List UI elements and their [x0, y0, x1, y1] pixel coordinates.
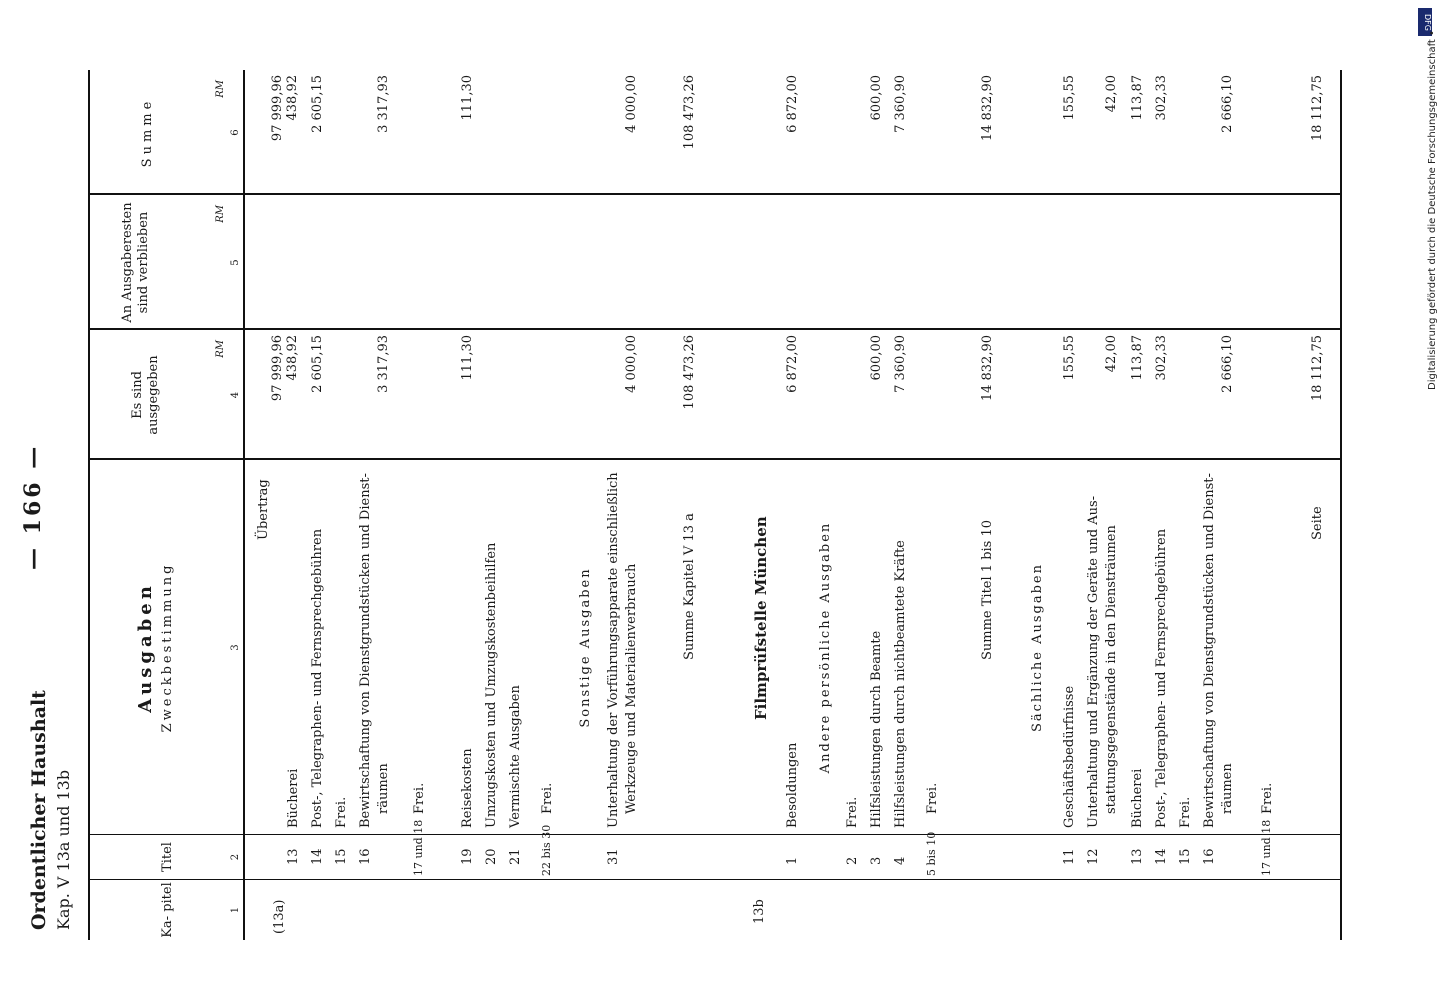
- row-text: Geschäftsbedürfnisse: [1062, 685, 1077, 828]
- header-col5: An Ausgaberesten sind verblieben: [120, 202, 151, 323]
- col-divider-5: [88, 193, 1340, 195]
- colno-6: 6: [230, 129, 241, 136]
- summe-1-10-label: Summe Titel 1 bis 10: [980, 519, 995, 660]
- row-titel: 14: [310, 848, 325, 865]
- col-divider-1: [88, 879, 1340, 880]
- summe-13a-c6: 108 473,26: [682, 75, 697, 150]
- unit-col6: RM: [215, 80, 226, 98]
- row-text: Bücherei: [286, 768, 301, 828]
- row-c6: 4 000,00: [624, 75, 639, 133]
- row-titel: 13: [286, 848, 301, 865]
- summe-13a-label: Summe Kapitel V 13 a: [682, 513, 697, 660]
- row-text: Frei.: [334, 796, 349, 828]
- row-titel: 17 und 18: [412, 819, 425, 876]
- colno-5: 5: [230, 259, 241, 266]
- summe-1-10-c6: 14 832,90: [980, 75, 995, 142]
- row-titel: 15: [1178, 848, 1193, 865]
- kap-13a: (13a): [272, 899, 287, 934]
- row-text: Frei.: [845, 796, 860, 828]
- row-text-cont: Werkzeuge und Materialienverbrauch: [624, 563, 639, 814]
- document-page: [0, 60, 1400, 960]
- row-text-cont: räumen: [376, 763, 391, 814]
- row-c4: 4 000,00: [624, 335, 639, 393]
- colno-3: 3: [230, 644, 241, 651]
- table-header-rule: [243, 70, 245, 940]
- col-divider-2: [88, 834, 1340, 835]
- row-titel: 31: [606, 848, 621, 865]
- row-titel: 17 und 18: [1260, 819, 1273, 876]
- row-titel: 16: [358, 848, 373, 865]
- row-titel: 15: [334, 848, 349, 865]
- row-c4: 2 666,10: [1220, 335, 1235, 393]
- row-text: Post-, Telegraphen- und Fernsprechgebühren: [310, 528, 325, 828]
- row-c6: 113,87: [1130, 75, 1145, 121]
- row-c6: 600,00: [869, 75, 884, 121]
- row-c6: 97 999,96 438,92: [270, 75, 300, 142]
- col-divider-3: [88, 458, 1340, 460]
- row-c4: 6 872,00: [785, 335, 800, 393]
- page-number: — 166 —: [20, 443, 46, 570]
- row-text: Hilfsleistungen durch nichtbeamtete Kräfte: [893, 540, 908, 828]
- col-divider-4: [88, 328, 1340, 330]
- row-text: Unterhaltung der Vorführungsapparate einschließlich: [606, 472, 621, 828]
- row-c4: 113,87: [1130, 335, 1145, 381]
- row-text: Frei.: [925, 782, 940, 814]
- row-text: Reisekosten: [460, 748, 475, 828]
- row-c4: 42,00: [1104, 335, 1119, 373]
- section-sonstige: Sonstige Ausgaben: [578, 567, 593, 728]
- row-c6: 2 666,10: [1220, 75, 1235, 133]
- row-titel: 11: [1062, 848, 1077, 865]
- colno-2: 2: [230, 853, 241, 861]
- header-col4: Es sind ausgegeben: [130, 355, 161, 435]
- row-text: Bücherei: [1130, 768, 1145, 828]
- summe-1-10-c4: 14 832,90: [980, 335, 995, 402]
- seite-c6: 18 112,75: [1310, 75, 1325, 142]
- document-title: Ordentlicher Haushalt: [28, 690, 50, 930]
- row-c4: 97 999,96 438,92: [270, 335, 300, 402]
- row-c4: 2 605,15: [310, 335, 325, 393]
- row-c6: 6 872,00: [785, 75, 800, 133]
- row-titel: 21: [508, 848, 523, 865]
- dfg-logo: DFG: [1418, 8, 1432, 36]
- section-muenchen: Filmprüfstelle München: [752, 516, 770, 720]
- digitization-watermark: [1415, 10, 1438, 390]
- header-kapitel: Ka- pitel: [160, 882, 175, 938]
- row-text: Unterhaltung und Ergänzung der Geräte und Aus-: [1086, 495, 1101, 828]
- row-titel: 13: [1130, 848, 1145, 865]
- row-c6: 3 317,93: [376, 75, 391, 133]
- seite-c4: 18 112,75: [1310, 335, 1325, 402]
- section-andere: Andere persönliche Ausgaben: [818, 521, 833, 774]
- row-titel: 3: [869, 856, 884, 865]
- seite-label: Seite: [1310, 506, 1325, 540]
- row-titel: 19: [460, 848, 475, 865]
- uebertrag-label: Übertrag: [256, 479, 271, 540]
- table-bottom-rule: [1340, 70, 1342, 940]
- row-c4: 7 360,90: [893, 335, 908, 393]
- row-titel: 14: [1154, 848, 1169, 865]
- row-text: Frei.: [412, 782, 427, 814]
- row-c6: 302,33: [1154, 75, 1169, 121]
- row-text: Frei.: [540, 782, 555, 814]
- summe-13a-c4: 108 473,26: [682, 335, 697, 410]
- row-c4: 111,30: [460, 335, 475, 381]
- row-text: Bewirtschaftung von Dienstgrundstücken und Dienst-: [358, 473, 373, 828]
- table-top-rule: [88, 70, 90, 940]
- header-titel: Titel: [160, 842, 175, 872]
- row-c6: 155,55: [1062, 75, 1077, 121]
- row-text: Besoldungen: [785, 742, 800, 828]
- row-c4: 155,55: [1062, 335, 1077, 381]
- header-col6: Summe: [140, 97, 155, 168]
- row-titel: 5 bis 10: [925, 831, 938, 876]
- document-subtitle: Kap. V 13a und 13b: [54, 769, 73, 930]
- row-text: Bewirtschaftung von Dienstgrundstücken und Dienst-: [1202, 473, 1217, 828]
- unit-col4: RM: [215, 340, 226, 358]
- row-c6: 7 360,90: [893, 75, 908, 133]
- header-ausgaben: Ausgaben: [135, 582, 156, 713]
- row-text-cont: stattungsgegenstände in den Diensträumen: [1104, 525, 1119, 814]
- section-saechliche: Sächliche Ausgaben: [1030, 563, 1045, 732]
- row-c6: 42,00: [1104, 75, 1119, 113]
- row-text: Vermischte Ausgaben: [508, 685, 523, 828]
- row-text: Hilfsleistungen durch Beamte: [869, 630, 884, 828]
- row-c6: 111,30: [460, 75, 475, 121]
- row-c6: 2 605,15: [310, 75, 325, 133]
- row-titel: 1: [785, 856, 800, 865]
- colno-1: 1: [230, 906, 241, 914]
- watermark-text: Digitalisierung gefördert durch die Deutsche Forschungsgemeinschaft •: [1427, 30, 1438, 390]
- kap-13b: 13b: [752, 899, 767, 924]
- row-text: Post-, Telegraphen- und Fernsprechgebühren: [1154, 528, 1169, 828]
- row-titel: 12: [1086, 848, 1101, 865]
- row-titel: 2: [845, 856, 860, 865]
- row-c4: 600,00: [869, 335, 884, 381]
- row-text: Frei.: [1178, 796, 1193, 828]
- colno-4: 4: [230, 391, 241, 399]
- header-zweckbestimmung: Zweckbestimmung: [160, 562, 175, 733]
- unit-col5: RM: [215, 205, 226, 223]
- row-text-cont: räumen: [1220, 763, 1235, 814]
- row-c4: 3 317,93: [376, 335, 391, 393]
- row-c4: 302,33: [1154, 335, 1169, 381]
- row-text: Frei.: [1260, 782, 1275, 814]
- row-titel: 22 bis 30: [540, 824, 553, 876]
- row-titel: 20: [484, 848, 499, 865]
- row-titel: 4: [893, 856, 908, 865]
- row-titel: 16: [1202, 848, 1217, 865]
- row-text: Umzugskosten und Umzugskostenbeihilfen: [484, 542, 499, 828]
